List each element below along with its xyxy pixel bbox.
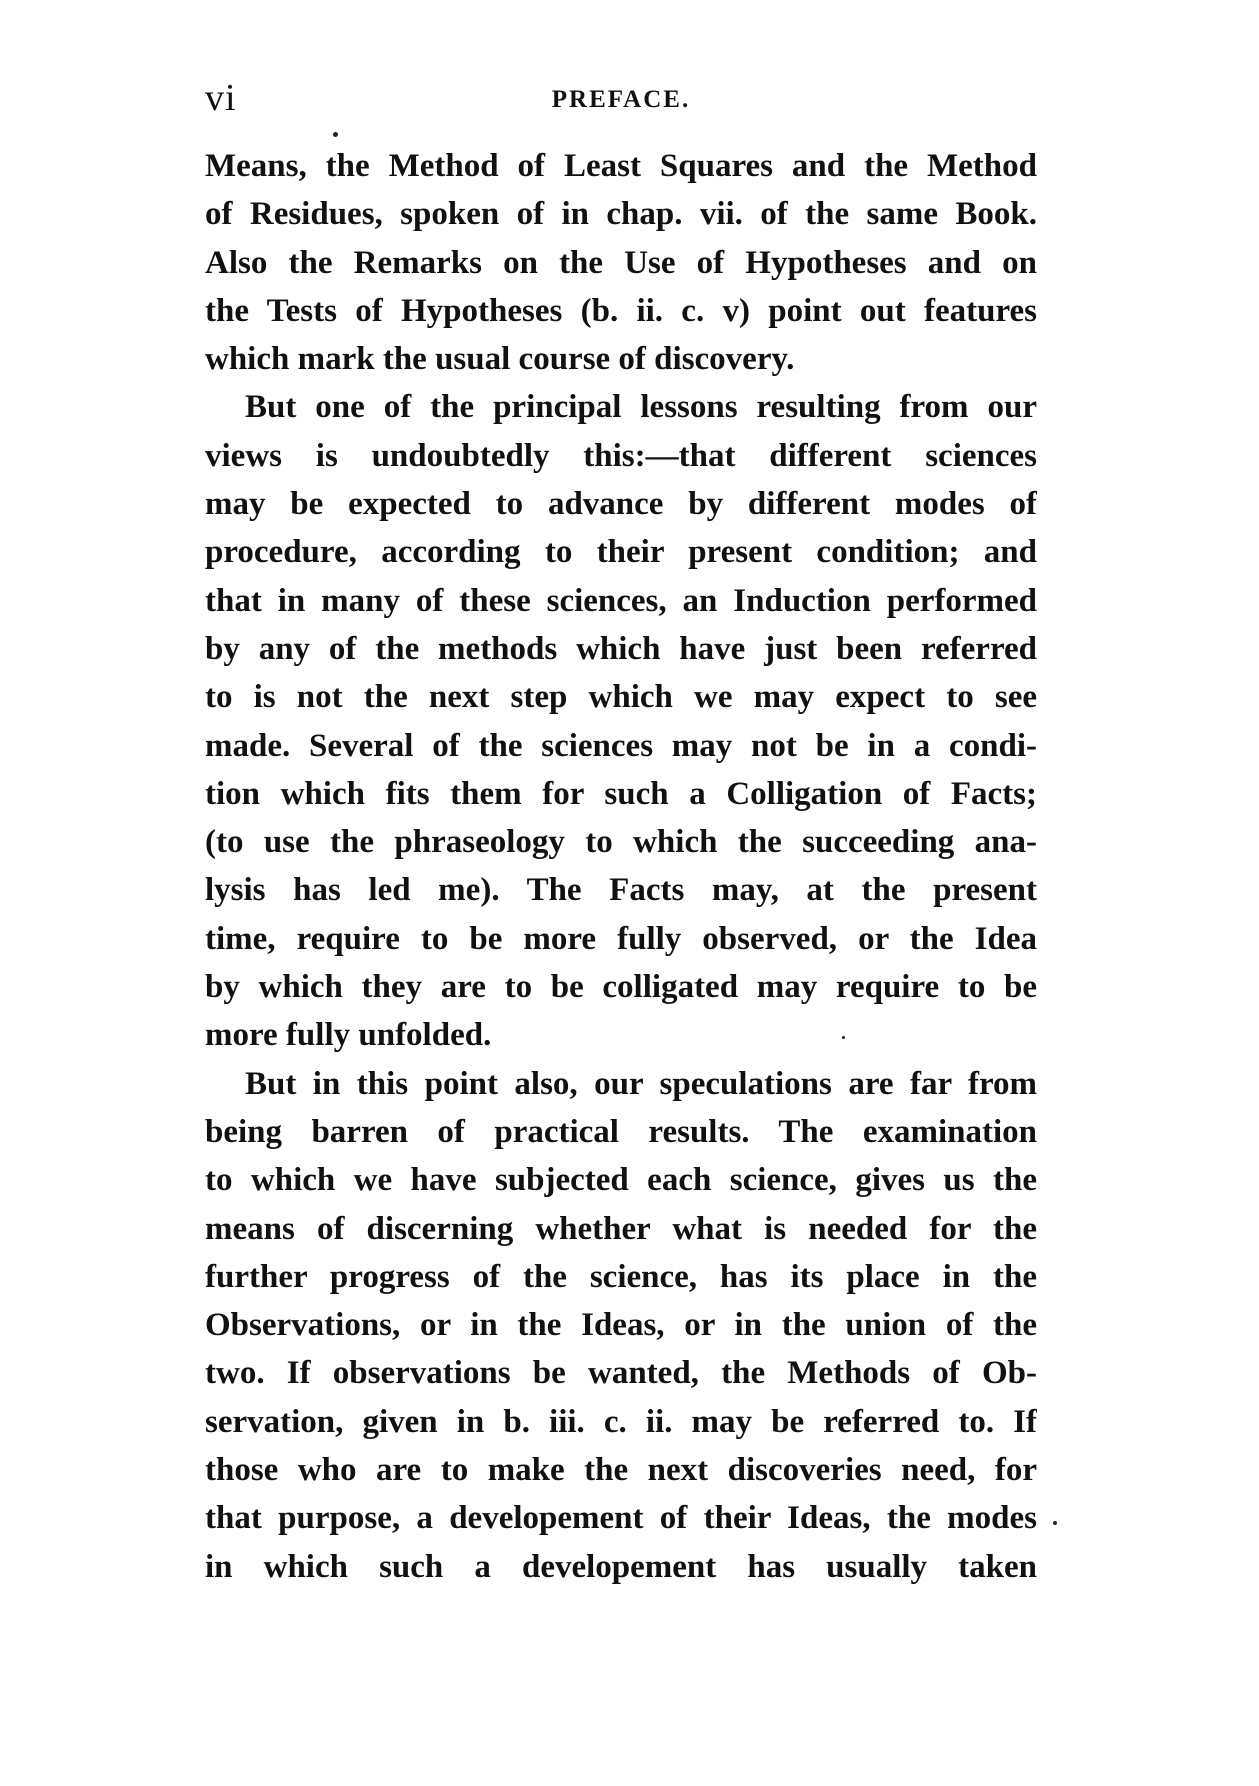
- text-line: Means, the Method of Least Squares and the Method: [205, 148, 1037, 184]
- text-line: by which they are to be colligated may require to be: [205, 969, 1037, 1006]
- text-line: time, require to be more fully observed, or the Idea: [205, 920, 1037, 957]
- text-line: in which such a developement has usually taken: [205, 1548, 1037, 1585]
- running-title: PREFACE.: [551, 86, 691, 113]
- text-line: by any of the methods which have just been referred: [205, 630, 1037, 667]
- text-line: that purpose, a developement of their Ideas, the modes: [205, 1500, 1037, 1537]
- text-line: which mark the usual course of discovery.: [205, 341, 795, 378]
- text-line: two. If observations be wanted, the Methods of Ob-: [205, 1355, 1037, 1392]
- ink-speck: [842, 1036, 845, 1039]
- running-head: [205, 74, 1037, 124]
- text-line: But one of the principal lessons resulting from our: [245, 389, 1037, 426]
- text-line: that in many of these sciences, an Induction performed: [205, 582, 1037, 619]
- text-line: may be expected to advance by different modes of: [205, 486, 1037, 523]
- text-line: those who are to make the next discoveries need, for: [205, 1452, 1037, 1489]
- text-line: views is undoubtedly this:—that different sciences: [205, 437, 1037, 474]
- text-line: being barren of practical results. The examination: [205, 1113, 1037, 1150]
- body-text: [205, 142, 1037, 1591]
- text-line: further progress of the science, has its place in the: [205, 1258, 1037, 1295]
- text-line: But in this point also, our speculations are far from: [245, 1065, 1037, 1102]
- ink-speck: [333, 132, 338, 137]
- text-line: made. Several of the sciences may not be in a condi-: [205, 727, 1037, 764]
- text-line: means of discerning whether what is needed for the: [205, 1210, 1037, 1247]
- text-line: (to use the phraseology to which the succeeding ana-: [205, 824, 1037, 861]
- text-line: of Residues, spoken of in chap. vii. of the same Book.: [205, 196, 1037, 233]
- text-line: lysis has led me). The Facts may, at the present: [205, 872, 1037, 909]
- text-line: to is not the next step which we may expect to see: [205, 679, 1037, 716]
- text-line: procedure, according to their present condition; and: [205, 534, 1037, 571]
- text-line: to which we have subjected each science, gives us the: [205, 1162, 1037, 1199]
- page-number: vi: [205, 77, 237, 119]
- ink-speck: [1053, 1521, 1057, 1525]
- text-line: Observations, or in the Ideas, or in the union of the: [205, 1307, 1037, 1344]
- text-line: Also the Remarks on the Use of Hypotheses and on: [205, 244, 1037, 281]
- text-line: servation, given in b. iii. c. ii. may be referred to. If: [205, 1403, 1037, 1440]
- text-line: more fully unfolded.: [205, 1017, 492, 1054]
- text-line: the Tests of Hypotheses (b. ii. c. v) point out features: [205, 292, 1037, 329]
- text-line: tion which fits them for such a Colligation of Facts;: [205, 775, 1037, 812]
